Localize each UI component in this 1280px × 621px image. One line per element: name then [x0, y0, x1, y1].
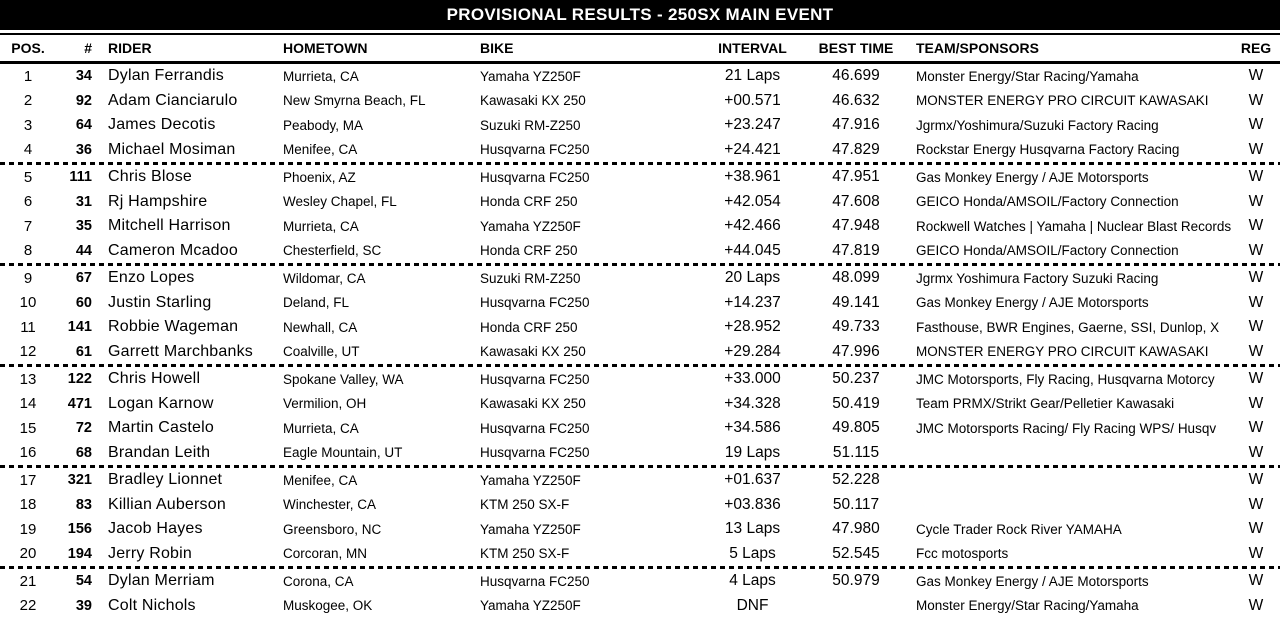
- cell-number: 54: [75, 573, 92, 590]
- cell-best-time: 50.419: [832, 394, 880, 412]
- cell-interval: 20 Laps: [724, 269, 781, 287]
- table-row: [0, 392, 1280, 417]
- cell-bike: Honda CRF 250: [480, 319, 578, 335]
- cell-best-time: 47.948: [832, 217, 880, 235]
- table-row: [0, 89, 1280, 114]
- table-row: [0, 468, 1280, 493]
- cell-hometown: Newhall, CA: [283, 319, 358, 335]
- cell-bike: Kawasaki KX 250: [480, 93, 586, 109]
- cell-number: 122: [67, 371, 92, 388]
- header-pos: POS.: [11, 40, 45, 56]
- cell-reg: W: [1248, 269, 1264, 287]
- cell-reg: W: [1248, 443, 1264, 461]
- cell-number: 36: [75, 141, 92, 158]
- cell-hometown: Winchester, CA: [283, 497, 377, 513]
- cell-rider: Garrett Marchbanks: [108, 342, 253, 360]
- header-team-sponsors: TEAM/SPONSORS: [916, 40, 1039, 56]
- cell-reg: W: [1248, 370, 1264, 388]
- header-best-time: BEST TIME: [818, 40, 894, 56]
- cell-interval: +38.961: [724, 168, 781, 186]
- cell-reg: W: [1248, 596, 1264, 614]
- cell-rider: Cameron Mcadoo: [108, 241, 238, 259]
- cell-position: 14: [19, 395, 37, 413]
- table-row: [0, 367, 1280, 392]
- cell-interval: +14.237: [724, 293, 781, 311]
- cell-number: 31: [75, 193, 92, 210]
- cell-bike: Yamaha YZ250F: [480, 472, 581, 488]
- cell-rider: Chris Howell: [108, 370, 201, 388]
- cell-rider: Justin Starling: [108, 293, 212, 311]
- cell-team-sponsors: Jgrmx/Yoshimura/Suzuki Factory Racing: [916, 117, 1159, 133]
- cell-interval: 4 Laps: [729, 572, 776, 590]
- cell-rider: Jacob Hayes: [108, 520, 203, 538]
- cell-team-sponsors: Jgrmx Yoshimura Factory Suzuki Racing: [916, 270, 1159, 286]
- cell-rider: Mitchell Harrison: [108, 217, 231, 235]
- cell-rider: James Decotis: [108, 116, 216, 134]
- cell-best-time: 47.916: [832, 116, 880, 134]
- cell-position: 2: [23, 92, 33, 110]
- cell-bike: Husqvarna FC250: [480, 445, 590, 461]
- cell-number: 64: [75, 117, 92, 134]
- cell-rider: Jerry Robin: [108, 544, 193, 562]
- table-row: [0, 113, 1280, 138]
- cell-best-time: 48.099: [832, 269, 880, 287]
- cell-best-time: 47.608: [832, 192, 880, 210]
- cell-position: 17: [19, 471, 37, 489]
- cell-team-sponsors: MONSTER ENERGY PRO CIRCUIT KAWASAKI: [916, 93, 1209, 109]
- cell-bike: Yamaha YZ250F: [480, 521, 581, 537]
- cell-bike: Yamaha YZ250F: [480, 598, 581, 614]
- cell-hometown: Vermilion, OH: [283, 396, 367, 412]
- cell-bike: Kawasaki KX 250: [480, 396, 586, 412]
- cell-rider: Bradley Lionnet: [108, 471, 223, 489]
- cell-hometown: Muskogee, OK: [283, 598, 373, 614]
- cell-reg: W: [1248, 495, 1264, 513]
- cell-reg: W: [1248, 520, 1264, 538]
- cell-position: 16: [19, 444, 37, 462]
- table-row: [0, 517, 1280, 542]
- cell-interval: +44.045: [724, 241, 781, 259]
- cell-interval: 13 Laps: [724, 520, 781, 538]
- cell-best-time: 49.141: [832, 293, 880, 311]
- cell-team-sponsors: Monster Energy/Star Racing/Yamaha: [916, 598, 1139, 614]
- cell-bike: Honda CRF 250: [480, 243, 578, 259]
- cell-bike: Husqvarna FC250: [480, 420, 590, 436]
- cell-bike: KTM 250 SX-F: [480, 497, 570, 513]
- cell-reg: W: [1248, 342, 1264, 360]
- cell-hometown: Corcoran, MN: [283, 546, 368, 562]
- cell-reg: W: [1248, 394, 1264, 412]
- cell-hometown: Greensboro, NC: [283, 521, 382, 537]
- cell-team-sponsors: JMC Motorsports Racing/ Fly Racing WPS/ Husqv: [916, 420, 1217, 436]
- cell-reg: W: [1248, 91, 1264, 109]
- cell-position: 5: [23, 168, 33, 186]
- cell-interval: 19 Laps: [724, 443, 781, 461]
- cell-hometown: Wildomar, CA: [283, 270, 366, 286]
- cell-position: 8: [23, 242, 33, 260]
- cell-interval: +34.586: [724, 419, 781, 437]
- cell-bike: Husqvarna FC250: [480, 142, 590, 158]
- cell-position: 13: [19, 370, 37, 388]
- cell-hometown: Corona, CA: [283, 573, 354, 589]
- table-row: [0, 340, 1280, 365]
- cell-hometown: Murrieta, CA: [283, 68, 359, 84]
- cell-team-sponsors: Team PRMX/Strikt Gear/Pelletier Kawasaki: [916, 396, 1175, 412]
- cell-hometown: Murrieta, CA: [283, 218, 359, 234]
- cell-bike: Husqvarna FC250: [480, 573, 590, 589]
- cell-interval: +34.328: [724, 394, 781, 412]
- table-row: [0, 594, 1280, 619]
- cell-team-sponsors: JMC Motorsports, Fly Racing, Husqvarna Motorcy: [916, 371, 1215, 387]
- cell-position: 22: [19, 597, 37, 615]
- cell-rider: Dylan Ferrandis: [108, 67, 224, 85]
- cell-number: 72: [75, 420, 92, 437]
- cell-rider: Brandan Leith: [108, 443, 211, 461]
- cell-rider: Robbie Wageman: [108, 318, 239, 336]
- cell-position: 18: [19, 496, 37, 514]
- cell-position: 20: [19, 545, 37, 563]
- cell-reg: W: [1248, 140, 1264, 158]
- cell-team-sponsors: GEICO Honda/AMSOIL/Factory Connection: [916, 194, 1179, 210]
- table-row: [0, 138, 1280, 163]
- cell-best-time: 47.951: [832, 168, 880, 186]
- cell-hometown: Menifee, CA: [283, 472, 358, 488]
- cell-rider: Martin Castelo: [108, 419, 214, 437]
- table-row: [0, 493, 1280, 518]
- cell-number: 60: [75, 294, 92, 311]
- cell-number: 67: [75, 270, 92, 287]
- cell-position: 15: [19, 419, 37, 437]
- cell-number: 92: [75, 92, 92, 109]
- cell-position: 3: [23, 116, 33, 134]
- table-row: [0, 214, 1280, 239]
- table-row: [0, 441, 1280, 466]
- header-bike: BIKE: [480, 40, 514, 56]
- header-rider: RIDER: [108, 40, 152, 56]
- cell-team-sponsors: Fasthouse, BWR Engines, Gaerne, SSI, Dunlop, X: [916, 319, 1220, 335]
- cell-reg: W: [1248, 192, 1264, 210]
- header-number: #: [84, 40, 92, 56]
- cell-position: 4: [23, 141, 33, 159]
- cell-number: 35: [75, 218, 92, 235]
- cell-interval: +23.247: [724, 116, 781, 134]
- cell-number: 194: [67, 545, 92, 562]
- table-header-row: [0, 35, 1280, 61]
- cell-reg: W: [1248, 116, 1264, 134]
- table-row: [0, 266, 1280, 291]
- cell-reg: W: [1248, 293, 1264, 311]
- cell-hometown: Wesley Chapel, FL: [283, 194, 397, 210]
- cell-rider: Dylan Merriam: [108, 572, 215, 590]
- cell-hometown: Spokane Valley, WA: [283, 371, 404, 387]
- cell-team-sponsors: GEICO Honda/AMSOIL/Factory Connection: [916, 243, 1179, 259]
- cell-interval: +24.421: [724, 140, 781, 158]
- cell-number: 39: [75, 597, 92, 614]
- cell-position: 19: [19, 520, 37, 538]
- table-row: [0, 190, 1280, 215]
- cell-hometown: Coalville, UT: [283, 344, 360, 360]
- cell-reg: W: [1248, 419, 1264, 437]
- header-interval: INTERVAL: [718, 40, 787, 56]
- table-row: [0, 569, 1280, 594]
- cell-bike: Suzuki RM-Z250: [480, 270, 581, 286]
- cell-best-time: 47.980: [832, 520, 880, 538]
- cell-hometown: Peabody, MA: [283, 117, 364, 133]
- table-row: [0, 165, 1280, 190]
- cell-best-time: 46.632: [832, 91, 880, 109]
- cell-bike: Husqvarna FC250: [480, 295, 590, 311]
- cell-best-time: 51.115: [832, 443, 880, 461]
- cell-best-time: 49.805: [832, 419, 880, 437]
- cell-hometown: Deland, FL: [283, 295, 350, 311]
- cell-bike: Husqvarna FC250: [480, 371, 590, 387]
- cell-team-sponsors: Cycle Trader Rock River YAMAHA: [916, 521, 1122, 537]
- cell-position: 7: [23, 217, 33, 235]
- table-row: [0, 239, 1280, 264]
- cell-team-sponsors: Gas Monkey Energy / AJE Motorsports: [916, 169, 1149, 185]
- cell-rider: Chris Blose: [108, 168, 193, 186]
- page-title: PROVISIONAL RESULTS - 250SX MAIN EVENT: [446, 5, 834, 24]
- cell-interval: +42.054: [724, 192, 781, 210]
- cell-interval: +00.571: [724, 91, 781, 109]
- cell-rider: Enzo Lopes: [108, 269, 195, 287]
- cell-best-time: 52.545: [832, 544, 880, 562]
- cell-interval: +33.000: [724, 370, 781, 388]
- cell-interval: +28.952: [724, 318, 781, 336]
- cell-hometown: Menifee, CA: [283, 142, 358, 158]
- cell-reg: W: [1248, 168, 1264, 186]
- table-row: [0, 315, 1280, 340]
- cell-best-time: 46.699: [832, 67, 880, 85]
- cell-number: 321: [67, 472, 92, 489]
- cell-position: 12: [19, 343, 37, 361]
- header-reg: REG: [1240, 40, 1272, 56]
- cell-best-time: 52.228: [832, 471, 880, 489]
- cell-bike: Suzuki RM-Z250: [480, 117, 581, 133]
- cell-interval: +03.836: [724, 495, 781, 513]
- cell-rider: Logan Karnow: [108, 394, 214, 412]
- cell-position: 21: [19, 572, 37, 590]
- cell-reg: W: [1248, 318, 1264, 336]
- cell-position: 9: [23, 269, 33, 287]
- cell-position: 11: [20, 318, 36, 336]
- cell-rider: Colt Nichols: [108, 596, 196, 614]
- cell-bike: Yamaha YZ250F: [480, 218, 581, 234]
- cell-bike: Kawasaki KX 250: [480, 344, 586, 360]
- cell-number: 141: [67, 319, 92, 336]
- table-row: [0, 416, 1280, 441]
- cell-best-time: 49.733: [832, 318, 880, 336]
- cell-number: 111: [69, 169, 92, 186]
- cell-hometown: Phoenix, AZ: [283, 169, 356, 185]
- cell-reg: W: [1248, 217, 1264, 235]
- cell-number: 44: [75, 242, 92, 259]
- cell-bike: Honda CRF 250: [480, 194, 578, 210]
- table-row: [0, 542, 1280, 567]
- cell-bike: Husqvarna FC250: [480, 169, 590, 185]
- cell-reg: W: [1248, 471, 1264, 489]
- cell-number: 61: [75, 343, 92, 360]
- cell-number: 471: [67, 395, 92, 412]
- header-hometown: HOMETOWN: [283, 40, 368, 56]
- cell-interval: 5 Laps: [729, 544, 776, 562]
- cell-hometown: Chesterfield, SC: [283, 243, 382, 259]
- cell-interval: 21 Laps: [724, 67, 781, 85]
- cell-bike: KTM 250 SX-F: [480, 546, 570, 562]
- cell-hometown: Murrieta, CA: [283, 420, 359, 436]
- cell-team-sponsors: Monster Energy/Star Racing/Yamaha: [916, 68, 1139, 84]
- cell-best-time: 50.237: [832, 370, 880, 388]
- cell-best-time: 47.996: [832, 342, 880, 360]
- cell-number: 68: [75, 444, 92, 461]
- cell-rider: Michael Mosiman: [108, 140, 236, 158]
- cell-rider: Adam Cianciarulo: [108, 91, 238, 109]
- cell-team-sponsors: Gas Monkey Energy / AJE Motorsports: [916, 295, 1149, 311]
- cell-best-time: 47.819: [832, 241, 880, 259]
- cell-number: 34: [75, 68, 92, 85]
- cell-interval: +42.466: [724, 217, 781, 235]
- cell-reg: W: [1248, 67, 1264, 85]
- cell-rider: Rj Hampshire: [108, 192, 208, 210]
- results-rows: [0, 64, 1280, 618]
- cell-hometown: Eagle Mountain, UT: [283, 445, 403, 461]
- cell-hometown: New Smyrna Beach, FL: [283, 93, 426, 109]
- cell-rider: Killian Auberson: [108, 495, 226, 513]
- cell-interval: DNF: [736, 596, 769, 614]
- cell-number: 156: [67, 521, 92, 538]
- cell-team-sponsors: Rockwell Watches | Yamaha | Nuclear Blast Records: [916, 218, 1232, 234]
- cell-reg: W: [1248, 241, 1264, 259]
- cell-interval: +29.284: [724, 342, 781, 360]
- cell-best-time: 47.829: [832, 140, 880, 158]
- cell-team-sponsors: Rockstar Energy Husqvarna Factory Racing: [916, 142, 1180, 158]
- table-row: [0, 64, 1280, 89]
- cell-reg: W: [1248, 572, 1264, 590]
- cell-interval: +01.637: [724, 471, 781, 489]
- cell-best-time: 50.117: [832, 495, 880, 513]
- cell-number: 83: [75, 496, 92, 513]
- cell-team-sponsors: MONSTER ENERGY PRO CIRCUIT KAWASAKI: [916, 344, 1209, 360]
- cell-reg: W: [1248, 544, 1264, 562]
- results-title-bar: [0, 0, 1280, 30]
- cell-position: 1: [23, 67, 33, 85]
- cell-bike: Yamaha YZ250F: [480, 68, 581, 84]
- cell-team-sponsors: Fcc motosports: [916, 546, 1009, 562]
- cell-best-time: 50.979: [832, 572, 880, 590]
- cell-position: 6: [23, 193, 33, 211]
- table-row: [0, 291, 1280, 316]
- cell-team-sponsors: Gas Monkey Energy / AJE Motorsports: [916, 573, 1149, 589]
- cell-position: 10: [19, 294, 37, 312]
